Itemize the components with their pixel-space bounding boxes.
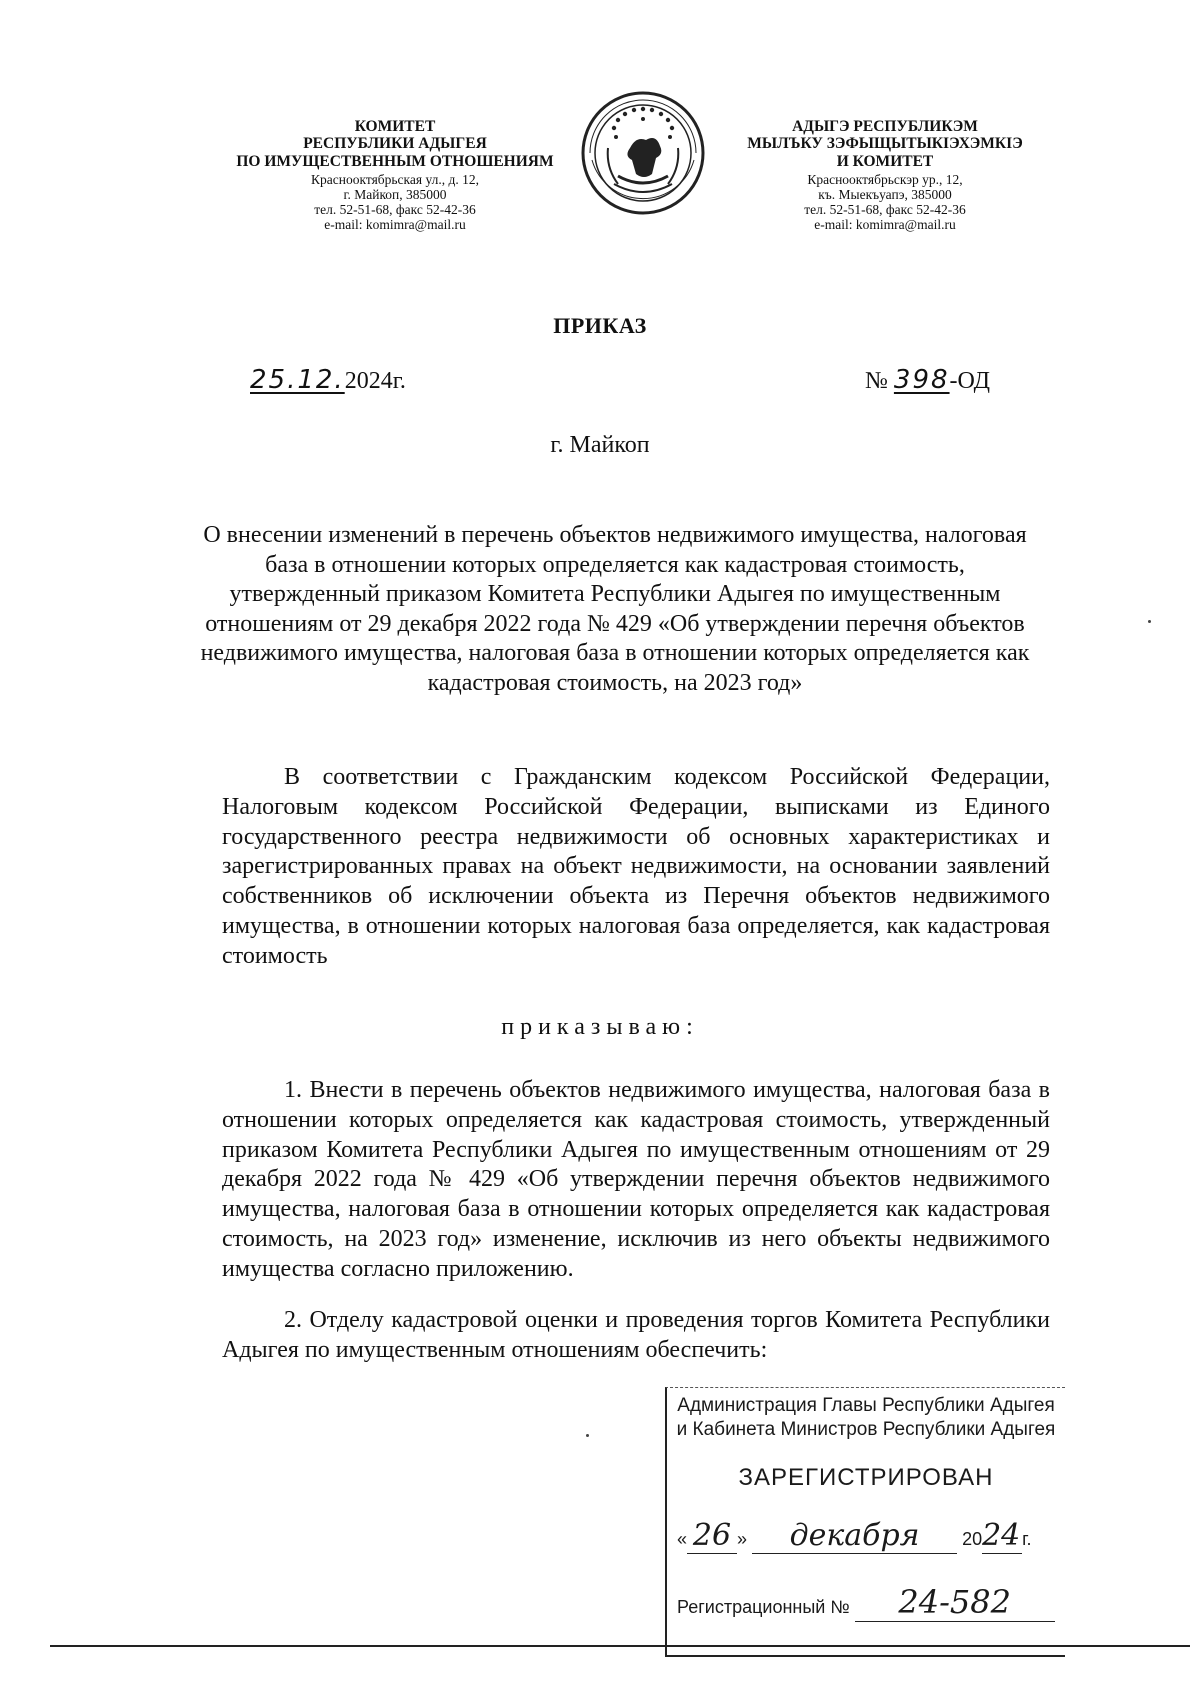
stamp-registration-number (677, 1583, 1062, 1622)
order-subject: О внесении изменений в перечень объектов недвижимого имущества, налоговая база в отношении которых определяется как кадастровая стоимость, утвержденный приказом Комитета Республики Адыгея по имущественным отношениям от 29 декабря 2022 года № 429 «Об утверждении перечня объектов недвижимого имущества, налоговая база в отношении которых определяется как кадастровая стоимость, на 2023 год» (200, 522, 1030, 696)
email-ady: e-mail: komimra@mail.ru (814, 217, 956, 233)
order-word: приказываю: (501, 1014, 699, 1040)
stamp-year-suffix: г. (1022, 1529, 1032, 1549)
letterhead-right (720, 118, 1050, 233)
city: г. Майкоп (550, 432, 650, 458)
scan-speck (586, 1434, 589, 1437)
address-ady (720, 172, 1050, 232)
phone-ru: тел. 52-51-68, факс 52-42-36 (314, 202, 476, 218)
org-name-ru-line3: ПО ИМУЩЕСТВЕННЫМ ОТНОШЕНИЯМ (236, 152, 554, 170)
org-name-ru-line2: РЕСПУБЛИКИ АДЫГЕЯ (303, 135, 487, 153)
handwritten-number: 398 (893, 365, 950, 395)
stamp-admin-line2: и Кабинета Министров Республики Адыгея (676, 1419, 1056, 1440)
stamp-year-prefix: 20 (962, 1529, 983, 1549)
item-2-paragraph: 2. Отделу кадастровой оценки и проведения торгов Комитета Республики Адыгея по имущественным отношениям обеспечить: (222, 1307, 1050, 1363)
handwritten-date: 25.12. (250, 365, 345, 395)
stamp-quote-close: » (737, 1529, 748, 1549)
stamp-reg-label: Регистрационный № (677, 1597, 850, 1617)
address-ru (210, 172, 580, 232)
number-suffix: -ОД (949, 368, 991, 394)
stamp-month: декабря (752, 1518, 957, 1554)
document-title: ПРИКАЗ (553, 313, 647, 338)
stamp-date (677, 1518, 1062, 1554)
address-ru-street: Краснооктябрьская ул., д. 12, (311, 172, 479, 188)
order-date (250, 365, 406, 395)
stamp-registered: ЗАРЕГИСТРИРОВАН (738, 1464, 994, 1491)
org-name-ru-line1: КОМИТЕТ (354, 118, 436, 135)
stamp-day: 26 (687, 1518, 737, 1554)
org-name-ady-line3: И КОМИТЕТ (836, 152, 934, 170)
item-1-paragraph: 1. Внести в перечень объектов недвижимого имущества, налоговая база в отношении которых определяется как кадастровая стоимость, утвержденный приказом Комитета Республики Адыгея по имущественным отношениям от 29 декабря 2022 года № 429 «Об утверждении перечня объектов недвижимого имущества, налоговая база в отношении которых определяется как кадастровая стоимость, на 2023 год» изменение, исключив из него объекты недвижимого имущества согласно приложению. (222, 1077, 1050, 1282)
letterhead-left (210, 118, 580, 233)
stamp-reg-number: 24-582 (855, 1583, 1055, 1622)
scan-speck (1148, 620, 1151, 623)
address-ady-street: Краснооктябрьскэр ур., 12, (807, 172, 963, 188)
address-ru-city: г. Майкоп, 385000 (343, 187, 447, 203)
page-bottom-rule (50, 1645, 1190, 1647)
email-ru: e-mail: komimra@mail.ru (324, 217, 466, 233)
number-sign: № (865, 368, 888, 394)
order-number (865, 365, 990, 395)
org-name-ady-line1: АДЫГЭ РЕСПУБЛИКЭМ (792, 118, 978, 135)
preamble-paragraph: В соответствии с Гражданским кодексом Российской Федерации, Налоговым кодексом Российской Федерации, выписками из Единого государственного реестра недвижимости об основных характеристиках и зарегистрированных правах на объект недвижимости, на основании заявлений собственников об исключении объекта из Перечня объектов недвижимого имущества, в отношении которых налоговая база определяется, как кадастровая стоимость (222, 764, 1050, 969)
registration-stamp (665, 1387, 1065, 1657)
date-year: 2024г. (344, 368, 406, 394)
org-name-ady-line2: МЫЛЪКУ ЗЭФЫЩЫТЫКIЭХЭМКIЭ (747, 135, 1023, 153)
address-ady-city: къ. Мыекъуапэ, 385000 (818, 187, 952, 203)
stamp-quote-open: « (677, 1529, 688, 1549)
stamp-year: 24 (982, 1518, 1021, 1553)
stamp-bottom-border (667, 1655, 1065, 1657)
stamp-administration (667, 1394, 1065, 1442)
coat-of-arms-icon (578, 88, 708, 218)
phone-ady: тел. 52-51-68, факс 52-42-36 (804, 202, 966, 218)
stamp-admin-line1: Администрация Главы Республики Адыгея (677, 1395, 1055, 1416)
